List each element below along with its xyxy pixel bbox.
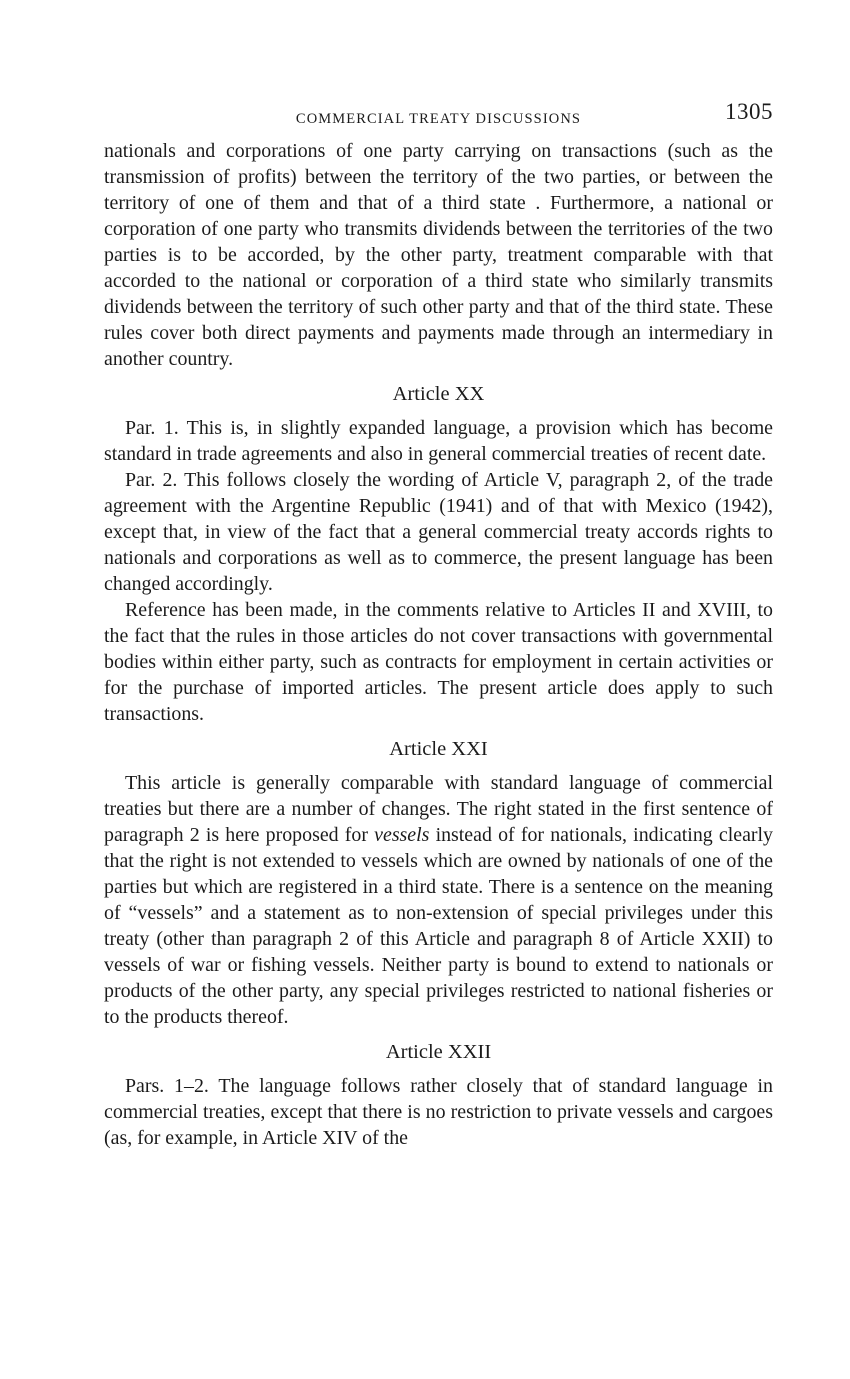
page-number: 1305 — [725, 99, 773, 124]
article-xxi-text-after: instead of for nationals, indicating clearly that the right is not extended to vessels which are owned by nationals of one of the parties but which are registered in a third state. There is a sentence on the meaning of “vessels” and a statement as to non-extension of special privileges under this treaty (other than paragraph 2 of this Article and paragraph 8 of Article XXII) to vessels of war or fishing vessels. Neither party is bound to extend to nationals or products of the other party, any special privileges restricted to national fisheries or to the products thereof. — [104, 824, 774, 1028]
article-xx-par-2: Par. 2. This follows closely the wording of Article V, paragraph 2, of the trade agreement with the Argentine Republic (1941) and of that with Mexico (1942), except that, in view of the fact that a general commercial treaty accords rights to nationals and corporations as well as to commerce, the present language has been changed accordingly. — [104, 469, 773, 595]
article-xxi-italic-word: vessels — [374, 824, 430, 846]
running-header — [104, 99, 773, 138]
article-xxi-text-before: This article is generally comparable with standard language of commercial treaties but there are a number of changes. The right stated in the first sentence of paragraph 2 is here proposed for — [104, 772, 773, 846]
article-xxi-heading: Article XXI — [389, 738, 488, 760]
article-xx-par-1: Par. 1. This is, in slightly expanded language, a provision which has become standard in trade agreements and also in general commercial treaties of recent date. — [104, 417, 773, 465]
article-xxii-heading: Article XXII — [385, 1041, 492, 1063]
article-xxii-par-1: Pars. 1–2. The language follows rather closely that of standard language in commercial treaties, except that there is no restriction to private vessels and cargoes (as, for example, in Article XIV of the — [104, 1075, 773, 1149]
document-page — [104, 99, 774, 1151]
running-title: COMMERCIAL TREATY DISCUSSIONS — [295, 111, 582, 127]
article-xx-par-3: Reference has been made, in the comments relative to Articles II and XVIII, to the fact that the rules in those articles do not cover transactions with governmental bodies within either party, such as contracts for employment in certain activities or for the purchase of imported articles. The present article does apply to such transactions. — [104, 599, 773, 725]
continued-paragraph: nationals and corporations of one party carrying on transactions (such as the transmission of profits) between the territory of the two parties, or between the territory of one of them and that of a third state . Furthermore, a national or corporation of one party who transmits dividends between the territories of the two parties is to be accorded, by the other party, treatment comparable with that accorded to the national or corporation of a third state who similarly transmits dividends between the territory of such other party and that of the third state. These rules cover both direct payments and payments made through an intermediary in another country. — [104, 140, 773, 370]
article-xx-heading: Article XX — [392, 383, 485, 405]
article-xxi-paragraph — [104, 770, 773, 1030]
